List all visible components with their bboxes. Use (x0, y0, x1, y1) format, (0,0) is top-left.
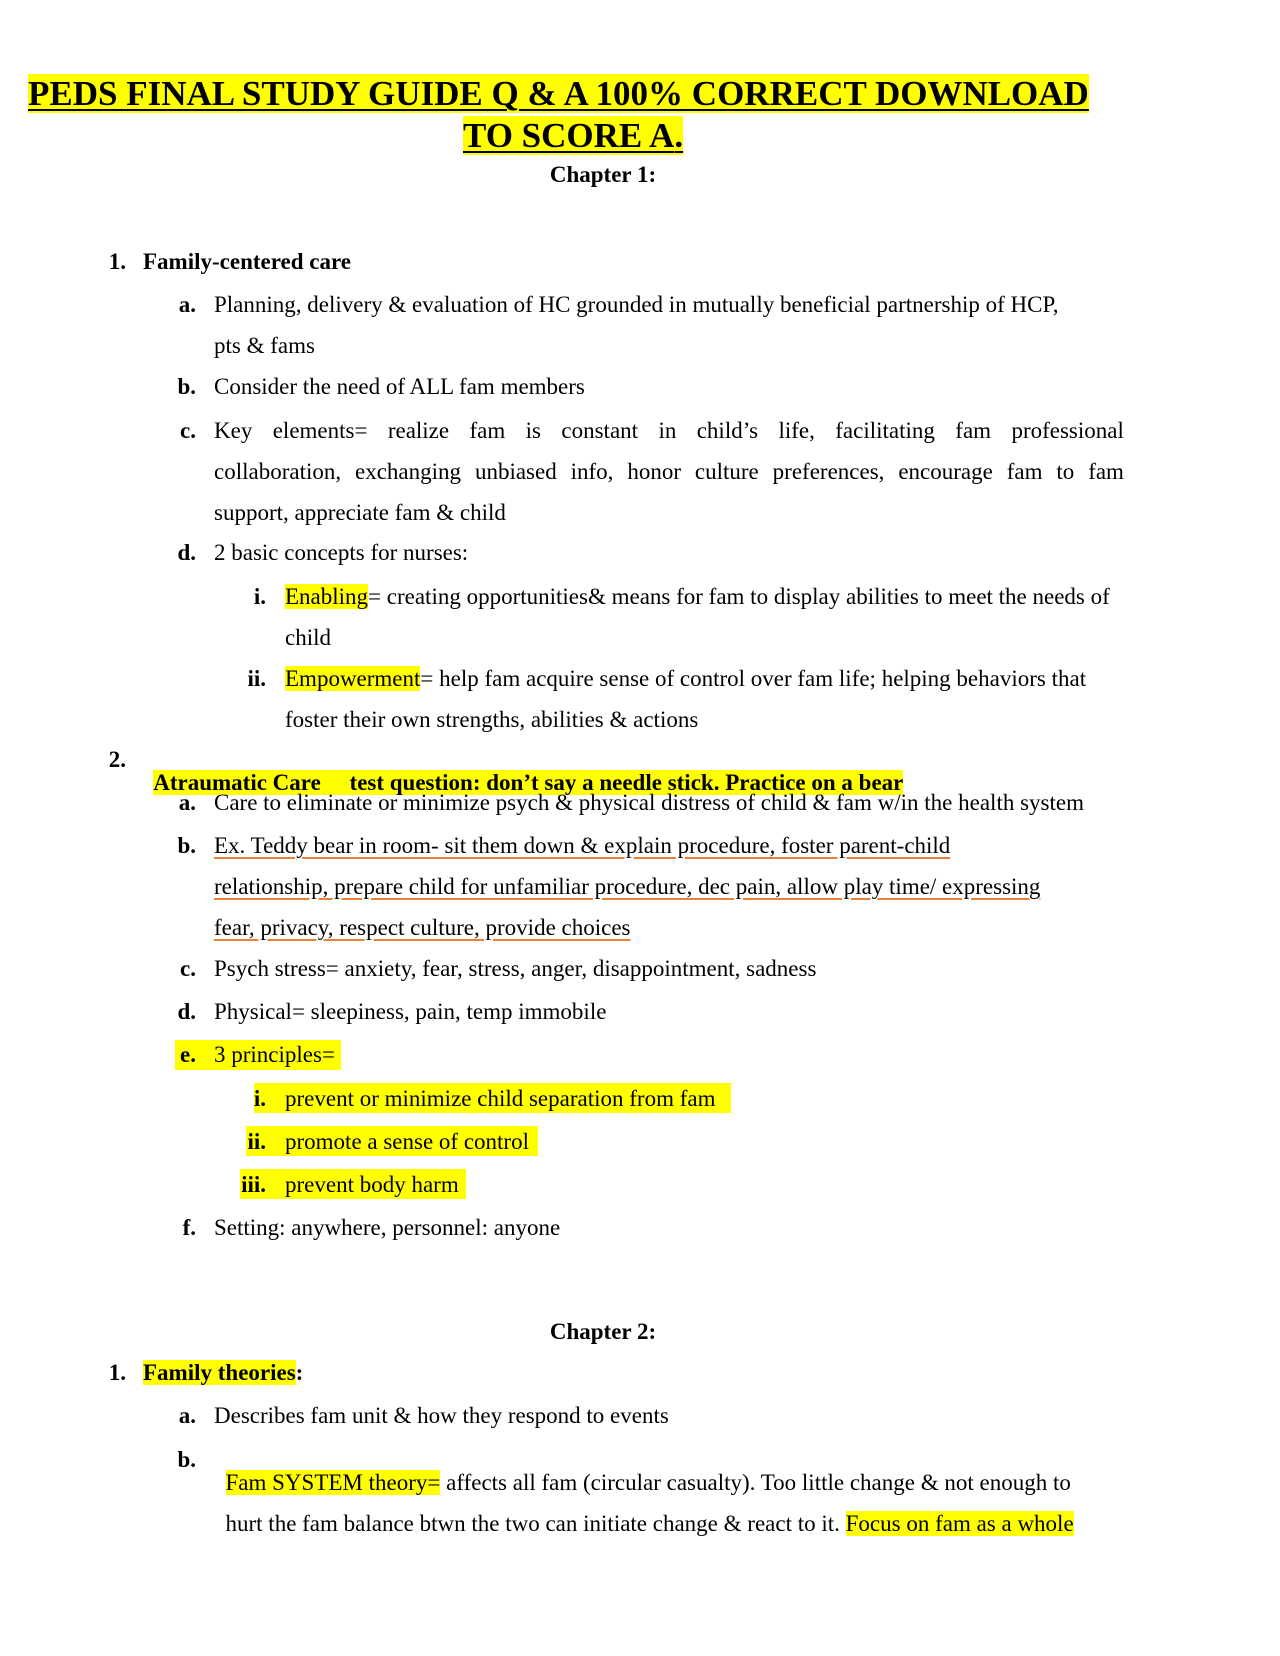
list-marker: a. (178, 790, 196, 815)
list-item-text: Physical= sleepiness, pain, temp immobile (214, 999, 607, 1024)
list-item-text: Psych stress= anxiety, fear, stress, anger, disappointment, sadness (214, 956, 817, 981)
highlighted-term: Fam SYSTEM theory= (225, 1470, 441, 1495)
list-item-text: Fam SYSTEM theory= affects all fam (circular casualty). Too little change & not enough to (225, 1470, 1071, 1495)
list-item-text: relationship, prepare child for unfamiliar procedure, dec pain, allow play time/ expressing (214, 874, 1041, 899)
item-title-atraumatic-care: Atraumatic Care test question: don’t say a needle stick. Practice on a bear (153, 770, 904, 795)
list-marker: i. (253, 1086, 266, 1111)
chapter-2-heading: Chapter 2: (549, 1319, 657, 1344)
list-item-text: Ex. Teddy bear in room- sit them down & explain procedure, foster parent-child (214, 833, 951, 858)
list-item-text: Consider the need of ALL fam members (214, 374, 585, 399)
list-marker: b. (177, 833, 196, 858)
list-item-text: prevent body harm (285, 1172, 459, 1197)
list-item-text: promote a sense of control (285, 1129, 529, 1154)
list-number: 1. (108, 249, 126, 274)
list-item-text: hurt the fam balance btwn the two can initiate change & react to it. Focus on fam as a whole (225, 1511, 1074, 1536)
list-marker: i. (253, 584, 266, 609)
highlighted-term: Empowerment (285, 666, 421, 691)
list-item-text: prevent or minimize child separation from fam (285, 1086, 716, 1111)
item-title-family-centered-care: Family-centered care (143, 249, 351, 274)
list-item-text: 3 principles= (214, 1042, 335, 1067)
list-item-text: fear, privacy, respect culture, provide choices (214, 915, 631, 940)
list-marker: a. (178, 292, 196, 317)
chapter-1-heading: Chapter 1: (549, 162, 657, 187)
list-marker: c. (180, 418, 196, 443)
list-item-text: Care to eliminate or minimize psych & physical distress of child & fam w/in the health system (214, 790, 1084, 815)
list-item-text: Planning, delivery & evaluation of HC grounded in mutually beneficial partnership of HCP, (214, 292, 1059, 317)
justified-line: Key elements= realize fam is constant in child’s life, facilitating fam professional (214, 418, 1124, 443)
list-marker: c. (180, 956, 196, 981)
list-item-text: pts & fams (214, 333, 315, 358)
document-title-line-2: TO SCORE A. (463, 116, 684, 155)
list-marker: b. (177, 1447, 196, 1472)
list-item-text: Enabling= creating opportunities& means for fam to display abilities to meet the needs of (285, 584, 1110, 609)
highlighted-phrase: Focus on fam as a whole (845, 1511, 1074, 1536)
list-number: 1. (108, 1360, 126, 1385)
list-marker: ii. (247, 666, 266, 691)
list-item-text: 2 basic concepts for nurses: (214, 540, 469, 565)
list-item-text: Setting: anywhere, personnel: anyone (214, 1215, 561, 1240)
list-marker: f. (182, 1215, 196, 1240)
list-marker: d. (177, 999, 196, 1024)
justified-line: collaboration, exchanging unbiased info, honor culture preferences, encourage fam to fam (214, 459, 1124, 484)
list-item-text: Describes fam unit & how they respond to events (214, 1403, 669, 1428)
list-item-text: child (285, 625, 331, 650)
list-marker: b. (177, 374, 196, 399)
item-title-family-theories: Family theories: (143, 1360, 304, 1385)
document-title-line-1: PEDS FINAL STUDY GUIDE Q & A 100% CORRECT DOWNLOAD (28, 74, 1089, 113)
list-item-text: support, appreciate fam & child (214, 500, 506, 525)
list-marker: a. (178, 1403, 196, 1428)
highlighted-term: Enabling (285, 584, 369, 609)
list-item-text: foster their own strengths, abilities & actions (285, 707, 699, 732)
list-item-text: Empowerment= help fam acquire sense of control over fam life; helping behaviors that (285, 666, 1087, 691)
list-marker: ii. (247, 1129, 266, 1154)
list-marker: iii. (241, 1172, 266, 1197)
list-marker: d. (177, 540, 196, 565)
list-number: 2. (108, 747, 126, 772)
list-marker: e. (180, 1042, 196, 1067)
